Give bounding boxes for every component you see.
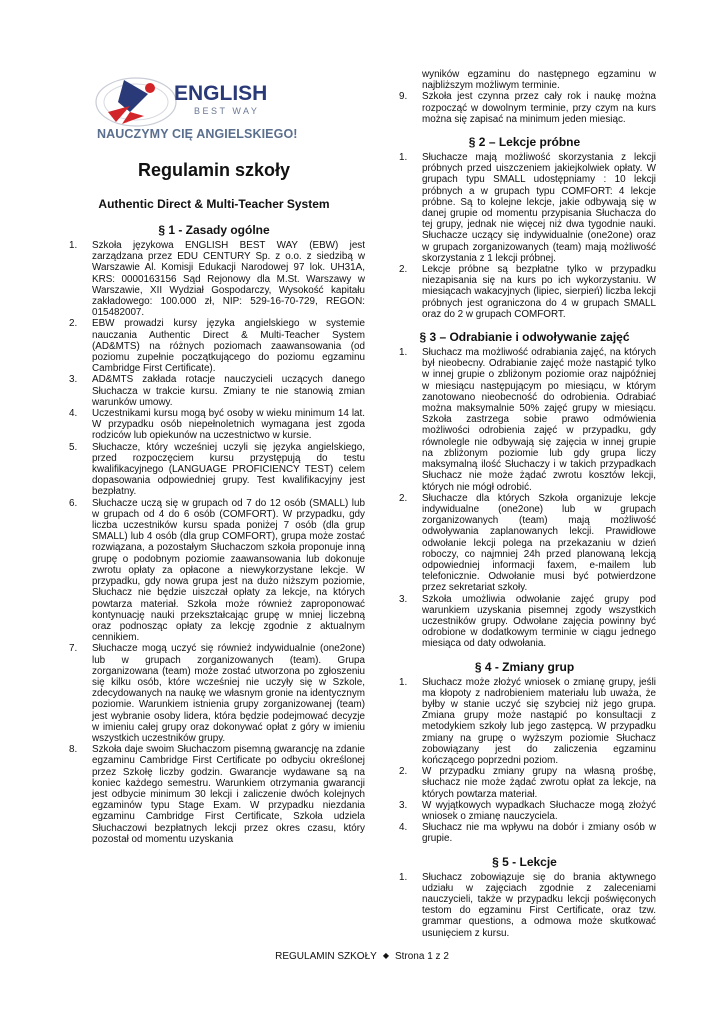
item-text: W wyjątkowych wypadkach Słuchacze mogą złożyć wniosek o zmianę nauczyciela. <box>422 799 656 822</box>
list-item <box>63 744 365 845</box>
item-text: Szkoła językowa ENGLISH BEST WAY (EBW) jest zarządzana przez EDU CENTURY Sp. z o.o. z siedzibą w Warszawie Al. Komisji Edukacji Narodowej 97 lok. UH31A, KRS: 0000163156 Sąd Rejonowy dla M.St. Warszawy w Warszawie, XII Wydział Gospodarczy, Wysokość kapitału zakładowego: 100.000 zł, NIP: 529-16-70-729, REGON: 015482007. <box>92 240 365 319</box>
section-list <box>393 872 656 939</box>
item-text: Uczestnikami kursu mogą być osoby w wieku minimum 14 lat. W przypadku osób niepełnoletnich wymagana jest zgoda rodziców lub opiekunów na uczestnictwo w kursie. <box>92 408 365 442</box>
item-number: 2. <box>399 264 408 276</box>
list-item <box>63 408 365 442</box>
section-list <box>393 347 656 649</box>
brand-name: ENGLISH <box>174 82 268 105</box>
footer-title: REGULAMIN SZKOŁY <box>275 951 377 962</box>
item-text: Szkoła jest czynna przez cały rok i naukę można rozpocząć w dowolnym terminie, przy czym na kurs można się zapisać na minimum jeden miesiąc. <box>422 91 656 125</box>
item-text: Słuchacze dla których Szkoła organizuje lekcje indywidualne (one2one) lub w grupach zorganizowanych (team) mają możliwość odwoływania zaplanowanych lekcji. Prawidłowe odwołanie lekcji polega na przekazaniu w dzień roboczy, co najmniej 24h przed planowaną lekcją odpowiedniej informacji faxem, e-mailem lub telefonicznie. Odwołanie musi być potwierdzone przez sekretariat szkoły. <box>422 492 656 594</box>
list-item <box>63 318 365 374</box>
section-list <box>63 240 365 845</box>
section-title: § 4 - Zmiany grup <box>474 659 575 674</box>
item-text: Szkoła daje swoim Słuchaczom pisemną gwarancję na zdanie egzaminu Cambridge First Certificate po odbyciu określonej przez Szkołę liczby godzin. Gwarancje wydawane są na koniec każdego semestru. Warunkiem otrzymania gwarancji jest odbycie minimum 30 lekcji i zaliczenie dwóch kolejnych egzaminów typu Stage Exam. W przypadku niezdania egzaminu Cambridge First Certificate, Szkoła udziela Słuchaczowi bezpłatnych lekcji przez okres czasu, który pozostał od momentu uzyskania <box>92 744 365 845</box>
item-text: Słuchacz nie ma wpływu na dobór i zmiany osób w grupie. <box>422 822 656 845</box>
item-number: 1. <box>69 240 78 251</box>
list-item <box>393 822 656 844</box>
list-item <box>393 264 656 320</box>
list-item <box>63 374 365 408</box>
item-number: 9. <box>399 91 408 103</box>
brand-sub: BEST WAY <box>194 106 260 116</box>
item-text: Słuchacze, który wcześniej uczyli się języka angielskiego, przed rozpoczęciem kursu przystępują do testu kwalifikacyjnego (LANGUAGE PROFICIENCY TEST) celem dopasowania odpowiedniej grupy. Test kwalifikacyjny jest bezpłatny. <box>92 441 365 498</box>
list-item <box>393 347 656 493</box>
list-item <box>63 240 365 318</box>
item-text: AD&MTS zakłada rotacje nauczycieli uczących danego Słuchacza w trakcie kursu. Zmiany te nie stanowią zmian warunków umowy. <box>92 374 365 408</box>
item-text: Słuchacze mają możliwość skorzystania z lekcji próbnych przed uiszczeniem jakiejkolwiek opłaty. W grupach typu SMALL udostępniamy : 10 lekcji próbnych a w grupach typu COMFORT: 4 lekcje próbne. Są to kolejne lekcje, jakie odbywają się w danej grupie od momentu przypisania Słuchacza do tej grupy, jednak nie więcej niż dwa tygodnie nauki. Słuchacze uczący się indywidualnie (one2one) oraz w grupach zorganizowanych (team) mają możliwość skorzystania z 1 lekcji próbnej. <box>422 152 656 264</box>
logo-mark-icon <box>90 72 290 132</box>
list-item <box>63 643 365 744</box>
continued-text: wyników egzaminu do następnego egzaminu w najbliższym możliwym terminie. <box>422 69 656 92</box>
item-number: 4. <box>69 408 78 420</box>
item-text: Szkoła umożliwia odwołanie zajęć grupy pod warunkiem uzyskania pisemnej zgody wszystkich uczestników grupy. Odwołane zajęcia powinny być odrobione w dodatkowym terminie w ciągu jednego miesiąca od daty odwołania. <box>422 593 656 650</box>
item-number: 3. <box>399 593 408 605</box>
item-number: 7. <box>69 643 78 655</box>
item-number: 2. <box>69 318 78 330</box>
item-number: 3. <box>69 374 78 386</box>
list-item <box>393 800 656 822</box>
item-number: 1. <box>399 347 408 359</box>
brand-tagline: NAUCZYMY CIĘ ANGIELSKIEGO! <box>97 127 298 141</box>
item-number: 2. <box>399 766 408 778</box>
list-item <box>393 594 656 650</box>
list-item <box>393 677 656 767</box>
item-text: Słuchacz zobowiązuje się do brania aktywnego udziału w zajęciach zgodnie z zaleceniami nauczycieli, także w przypadku lekcji poświęconych testom do egzaminu First Certificate, oraz tzw. grammar questions, a odmowa może skutkować usunięciem z kursu. <box>422 871 656 939</box>
section-title: § 3 – Odrabianie i odwoływanie zajęć <box>419 330 630 345</box>
list-item <box>393 152 656 264</box>
section-title: § 5 - Lekcje <box>492 854 557 869</box>
item-number: 2. <box>399 492 408 504</box>
section-1 <box>63 223 365 845</box>
item-number: 8. <box>69 744 78 756</box>
item-text: Słuchacz ma możliwość odrabiania zajęć, na których był nieobecny. Odrabianie zajęć może nastąpić tylko w innej grupie o zbliżonym poziomie oraz najpóźniej w miesiącu następującym po miesiącu, w którym zanotowano nieobecność do odrobienia. Odrabiać można maksymalnie 50% zajęć grupy w miesiącu. Szkoła zastrzega sobie prawo odmówienia możliwości odrobienia zajęć w przypadku, gdy równolegle nie odbywają się zajęcia w innej grupie na zbliżonym poziomie lub gdy grupa liczy maksymalną ilość Słuchaczy i w takich przypadkach Słuchacz nie może żądać zwrotu kosztów lekcji, których nie mógł odrobić. <box>422 347 656 493</box>
section-title: § 2 – Lekcje próbne <box>468 135 581 150</box>
item-text: Słuchacze mogą uczyć się również indywidualnie (one2one) lub w grupach zorganizowanych (team). Grupa zorganizowana (team) może zostać utworzona po zgłoszeniu się kilku osób, które wcześniej nie uczyły się w Szkole, zdecydowanych na naukę we własnym gronie na identycznym poziomie. Warunkiem istnienia grupy zorganizowanej (team) jest wybranie osoby lidera, która będzie podejmować decyzje w imieniu całej grupy oraz dokonywać opłat z góry w imieniu wszystkich uczestników grupy. <box>92 643 365 744</box>
right-column-flow <box>393 69 656 939</box>
section-list <box>393 152 656 320</box>
item-text: Słuchacz może złożyć wniosek o zmianę grupy, jeśli ma kłopoty z nadrobieniem materiału lub uważa, że byłby w stanie uczyć się szybciej niż jego grupa. Zmiana grupy może nastąpić po konsultacji z metodykiem szkoły lub jego zastępcą. W przypadku zmiany na grupę o wyższym poziomie Słuchacz zobowiązany jest do zaliczenia egzaminu kończącego poprzedni poziom. <box>422 676 656 766</box>
list-item <box>63 498 365 644</box>
footer-separator-icon: ◆ <box>382 951 389 960</box>
item-number: 6. <box>69 497 78 509</box>
list-item <box>63 442 365 498</box>
item-number: 1. <box>399 152 408 164</box>
section-list <box>393 677 656 845</box>
item-text: W przypadku zmiany grupy na własną prośbę, słuchacz nie może żądać zwrotu opłat za lekcje, na których powtarza materiał. <box>422 766 656 800</box>
list-item <box>393 493 656 594</box>
section-title: § 1 - Zasady ogólne <box>158 223 270 237</box>
item-text: Lekcje próbne są bezpłatne tylko w przypadku niezapisania się na kurs po ich wykorzystaniu. W miesiącach wakacyjnych (lipiec, sierpień) liczba lekcji próbnych jest ograniczona do 4 w grupach SMALL oraz do 2 w grupach COMFORT. <box>422 264 656 320</box>
list-item <box>393 766 656 800</box>
item-number: 1. <box>399 871 408 883</box>
list-item <box>393 872 656 939</box>
item-text: Słuchacze uczą się w grupach od 7 do 12 osób (SMALL) lub w grupach od 4 do 6 osób (COMFORT). W przypadku, gdy liczba uczestników kursu spada poniżej 7 osób (dla grup SMALL) lub 4 osób (dla grup COMFORT), grupa może zostać rozwiązana, a pozostałym Słuchaczom szkoła proponuje inną grupę o podobnym poziomie zaawansowania lub dokonuje zwrotu opłaty za opłacone a niewykorzystane lekcje. W przypadku, gdy nowa grupa jest na dużo niższym poziomie, Słuchacz nie będzie uiszczał opłaty za lekcje, na których powtarza materiał. Szkoła może również zaproponować kontynuację nauki przekształcając grupę w mniej liczebną oraz podnosząc opłaty za lekcję zgodnie z aktualnym cennikiem. <box>92 497 365 644</box>
page-number: Strona 1 z 2 <box>394 951 449 962</box>
document-subtitle: Authentic Direct & Multi-Teacher System <box>98 197 330 211</box>
section-list <box>393 91 656 125</box>
item-number: 3. <box>399 799 408 811</box>
item-text: EBW prowadzi kursy języka angielskiego w systemie nauczania Authentic Direct & Multi-Teacher System (AD&MTS) na różnych poziomach zaawansowania (od poziomu zupełnie początkującego do poziomu egzaminu Cambridge First Certificate). <box>92 318 365 375</box>
item-number: 4. <box>399 822 408 834</box>
page-footer <box>0 951 724 962</box>
item-number: 1. <box>399 676 408 688</box>
item-number: 5. <box>69 441 78 453</box>
list-item <box>393 91 656 125</box>
document-title: Regulamin szkoły <box>137 160 291 180</box>
